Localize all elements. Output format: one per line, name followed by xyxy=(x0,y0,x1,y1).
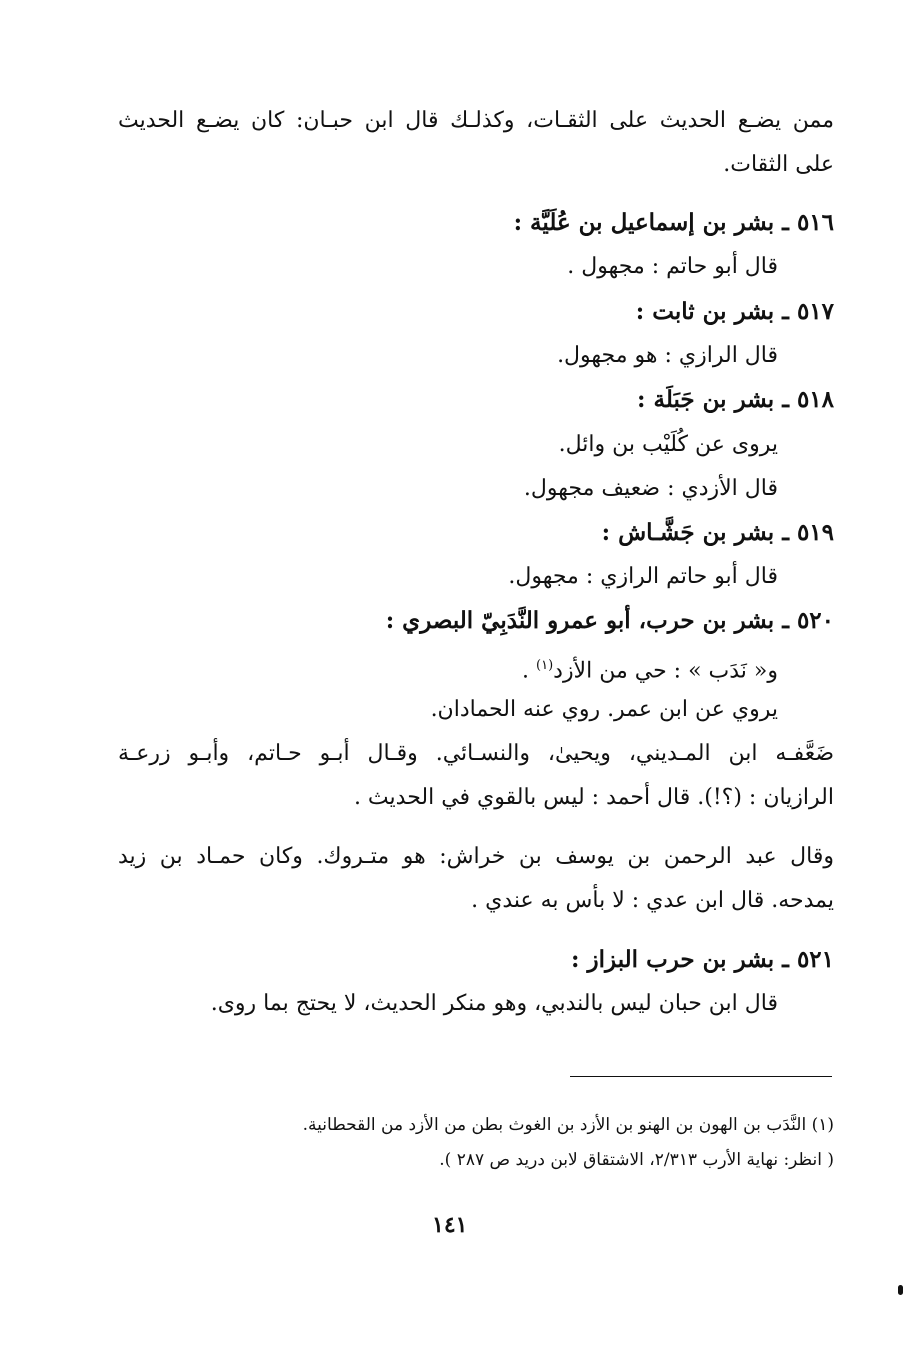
body-line: ممن يضـع الحديث على الثقـات، وكذلـك قال ابن حبـان: كان يضـع الحديث xyxy=(118,108,834,133)
entry-heading-518: ٥١٨ ـ بشر بن جَبَلَة : xyxy=(637,386,834,413)
body-line: قال الأزدي : ضعيف مجهول. xyxy=(523,476,778,501)
body-line: على الثقات. xyxy=(723,152,834,177)
body-line: قال الرازي : هو مجهول. xyxy=(557,343,778,368)
body-line: يمدحه. قال ابن عدي : لا بأس به عندي . xyxy=(471,888,834,913)
body-line: قال ابن حبان ليس بالندبي، وهو منكر الحديث، لا يحتج بما روى. xyxy=(210,991,778,1016)
body-line-with-footnote-ref xyxy=(522,651,778,686)
body-line: يروى عن كُلَيْب بن وائل. xyxy=(558,432,778,457)
entry-heading-516: ٥١٦ ـ بشر بن إسماعيل بن عُلَيَّة : xyxy=(513,209,834,236)
body-text: . xyxy=(522,658,536,684)
footnote-separator xyxy=(570,1076,832,1077)
entry-heading-519: ٥١٩ ـ بشر بن جَشَّـاش : xyxy=(601,519,834,546)
footnote-line: (١) النَّدَب بن الهون بن الهنو بن الأزد بن الغوث بطن من الأزد من القحطانية. xyxy=(302,1115,834,1135)
body-line: وقال عبد الرحمن بن يوسف بن خراش: هو متـروك. وكان حمـاد بن زيد xyxy=(118,844,834,869)
page-number: ١٤١ xyxy=(432,1212,468,1238)
body-line: قال أبو حاتم : مجهول . xyxy=(567,254,778,279)
entry-heading-517: ٥١٧ ـ بشر بن ثابت : xyxy=(635,298,834,325)
entry-heading-520: ٥٢٠ ـ بشر بن حرب، أبو عمرو النَّدَبِيّ البصري : xyxy=(385,607,834,634)
scan-mark xyxy=(898,1285,903,1295)
body-line: يروي عن ابن عمر. روي عنه الحمادان. xyxy=(430,697,778,722)
footnote-marker: (١) xyxy=(536,658,554,673)
footnote-line: ( انظر: نهاية الأرب ٢/٣١٣، الاشتقاق لابن دريد ص ٢٨٧ ). xyxy=(439,1150,834,1170)
body-text: و« نَدَب » : حي من الأزد xyxy=(553,658,778,684)
body-line: الرازيان : (؟!). قال أحمد : ليس بالقوي في الحديث . xyxy=(353,785,834,810)
body-line: ضَعَّفـه ابن المـديني، ويحيىٰ، والنسـائي. وقـال أبـو حـاتم، وأبـو زرعـة xyxy=(118,741,834,766)
body-line: قال أبو حاتم الرازي : مجهول. xyxy=(508,564,778,589)
entry-heading-521: ٥٢١ ـ بشر بن حرب البزاز : xyxy=(571,946,834,973)
